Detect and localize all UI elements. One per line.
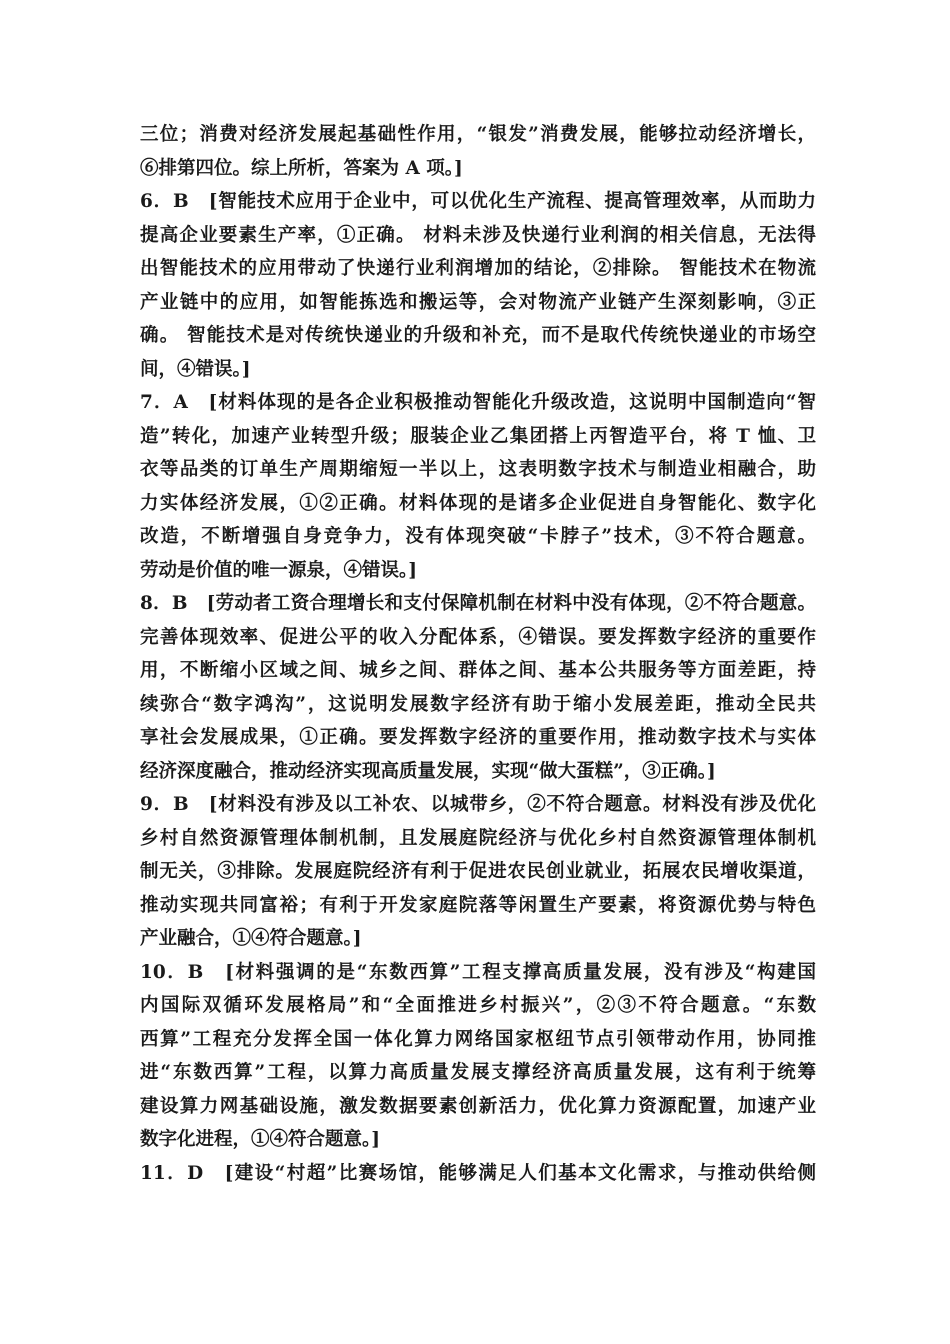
item-8 xyxy=(140,587,816,788)
text-line: 出智能技术的应用带动了快递行业利润增加的结论，②排除。 智能技术在物流 xyxy=(140,258,816,279)
text-line: 推动实现共同富裕；有利于开发家庭院落等闲置生产要素，将资源优势与特色 xyxy=(140,894,816,916)
text-line: 衣等品类的订单生产周期缩短一半以上，这表明数字技术与制造业相融合，助 xyxy=(140,459,816,480)
text-line: 7．A [材料体现的是各企业积极推动智能化升级改造，这说明中国制造向“智 xyxy=(140,392,816,413)
text-line: 西算”工程充分发挥全国一体化算力网络国家枢纽节点引领带动作用，协同推 xyxy=(140,1028,816,1050)
item-7 xyxy=(140,386,816,587)
text-line: 造”转化，加速产业转型升级；服装企业乙集团搭上丙智造平台，将 T 恤、卫 xyxy=(140,425,816,447)
text-line: 乡村自然资源管理体制机制，且发展庭院经济与优化乡村自然资源管理体制机 xyxy=(140,827,816,849)
item-10 xyxy=(140,956,816,1157)
text-line: 享社会发展成果，①正确。要发挥数字经济的重要作用，推动数字技术与实体 xyxy=(140,727,816,748)
text-line: 改造，不断增强自身竞争力，没有体现突破“卡脖子”技术，③不符合题意。 xyxy=(140,526,816,547)
text-line: 提高企业要素生产率，①正确。 材料未涉及快递行业利润的相关信息，无法得 xyxy=(140,224,816,246)
text-line: 确。 智能技术是对传统快递业的升级和补充，而不是取代传统快递业的市场空 xyxy=(140,325,816,346)
text-line: 三位；消费对经济发展起基础性作用，“银发”消费发展，能够拉动经济增长， xyxy=(140,124,816,145)
text-line: 经济深度融合，推动经济实现高质量发展，实现“做大蛋糕”，③正确。] xyxy=(140,760,716,782)
text-line: 6．B [智能技术应用于企业中，可以优化生产流程、提高管理效率，从而助力 xyxy=(140,191,816,212)
text-line: 10．B [材料强调的是“东数西算”工程支撑高质量发展，没有涉及“构建国 xyxy=(140,961,816,983)
text-line: 续弥合“数字鸿沟”，这说明发展数字经济有助于缩小发展差距，推动全民共 xyxy=(140,693,816,715)
text-line: 用，不断缩小区域之间、城乡之间、群体之间、基本公共服务等方面差距，持 xyxy=(140,660,816,681)
text-line: 8．B [劳动者工资合理增长和支付保障机制在材料中没有体现，②不符合题意。 xyxy=(140,593,816,614)
item-11 xyxy=(140,1157,816,1191)
text-line: 制无关，③排除。发展庭院经济有利于促进农民创业就业，拓展农民增收渠道， xyxy=(140,861,816,882)
text-line: ⑥排第四位。综上所析，答案为 A 项。] xyxy=(140,157,463,179)
text-line: 完善体现效率、促进公平的收入分配体系，④错误。要发挥数字经济的重要作 xyxy=(140,626,816,648)
text-line: 力实体经济发展，①②正确。材料体现的是诸多企业促进自身智能化、数字化 xyxy=(140,492,816,514)
item-continued xyxy=(140,118,816,185)
answer-explanations xyxy=(140,118,816,1190)
text-line: 建设算力网基础设施，激发数据要素创新活力，优化算力资源配置，加速产业 xyxy=(140,1095,816,1117)
text-line: 产业融合，①④符合题意。] xyxy=(140,928,362,949)
item-9 xyxy=(140,788,816,956)
text-line: 进“东数西算”工程，以算力高质量发展支撑经济高质量发展，这有利于统筹 xyxy=(140,1062,816,1083)
text-line: 内国际双循环发展格局”和“全面推进乡村振兴”，②③不符合题意。“东数 xyxy=(140,995,816,1016)
text-line: 数字化进程，①④符合题意。] xyxy=(140,1129,381,1150)
text-line: 9．B [材料没有涉及以工补农、以城带乡，②不符合题意。材料没有涉及优化 xyxy=(140,794,816,815)
text-line: 劳动是价值的唯一源泉，④错误。] xyxy=(140,559,418,581)
text-line: 间，④错误。] xyxy=(140,358,251,380)
item-6 xyxy=(140,185,816,386)
text-line: 产业链中的应用，如智能拣选和搬运等，会对物流产业链产生深刻影响，③正 xyxy=(140,291,816,313)
text-line: 11．D [建设“村超”比赛场馆，能够满足人们基本文化需求，与推动供给侧 xyxy=(140,1162,816,1184)
